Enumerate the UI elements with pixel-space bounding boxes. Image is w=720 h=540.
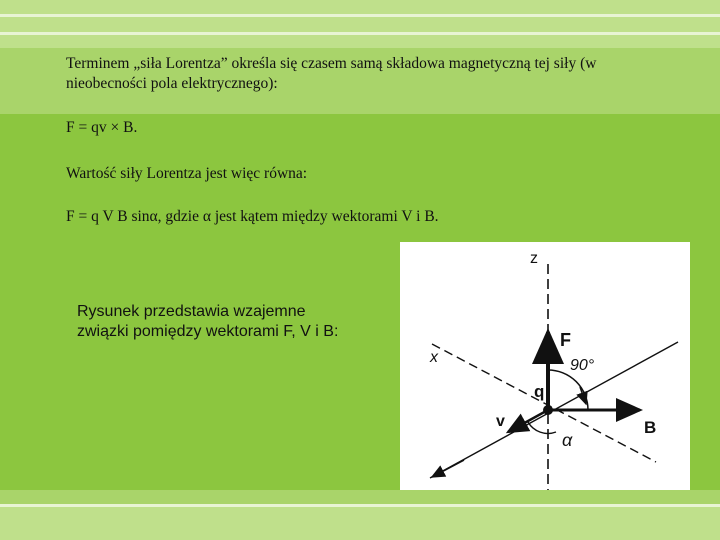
paragraph-line: Terminem „siła Lorentza” określa się czasem samą składowa magnetyczną tej siły (w	[66, 55, 597, 72]
angle-label: 90°	[570, 357, 595, 374]
charge-point	[543, 405, 553, 415]
x-label: x	[430, 349, 438, 366]
velocity-label: v	[496, 413, 505, 430]
z-label: z	[530, 250, 538, 267]
caption-line: związki pomiędzy wektorami F, V i B:	[77, 323, 339, 340]
y-axis-arrow	[432, 460, 464, 477]
paragraph-line: nieobecności pola elektrycznego):	[66, 75, 278, 92]
x-axis	[432, 344, 656, 462]
header-band	[0, 17, 720, 32]
field-label: B	[644, 418, 657, 437]
header-band	[0, 0, 720, 14]
charge-label: q	[534, 382, 545, 401]
right-angle-arc	[548, 370, 588, 410]
alpha-label: α	[562, 430, 573, 450]
figure-caption	[77, 302, 407, 342]
lorentz-force-diagram	[400, 242, 690, 510]
header-band	[0, 35, 720, 48]
formula-magnitude: F = q V B sinα, gdzie α jest kątem między wektorami V i B.	[66, 208, 439, 225]
footer-band	[0, 490, 720, 504]
paragraph-magnitude: Wartość siły Lorentza jest więc równa:	[66, 165, 308, 182]
velocity-vector	[508, 410, 548, 432]
paragraph-definition	[66, 54, 596, 94]
footer-band	[0, 507, 720, 540]
alpha-arc	[528, 422, 556, 433]
force-label: F	[560, 330, 571, 350]
formula-vector: F = qv × B.	[66, 119, 138, 136]
caption-line: Rysunek przedstawia wzajemne	[77, 303, 306, 320]
